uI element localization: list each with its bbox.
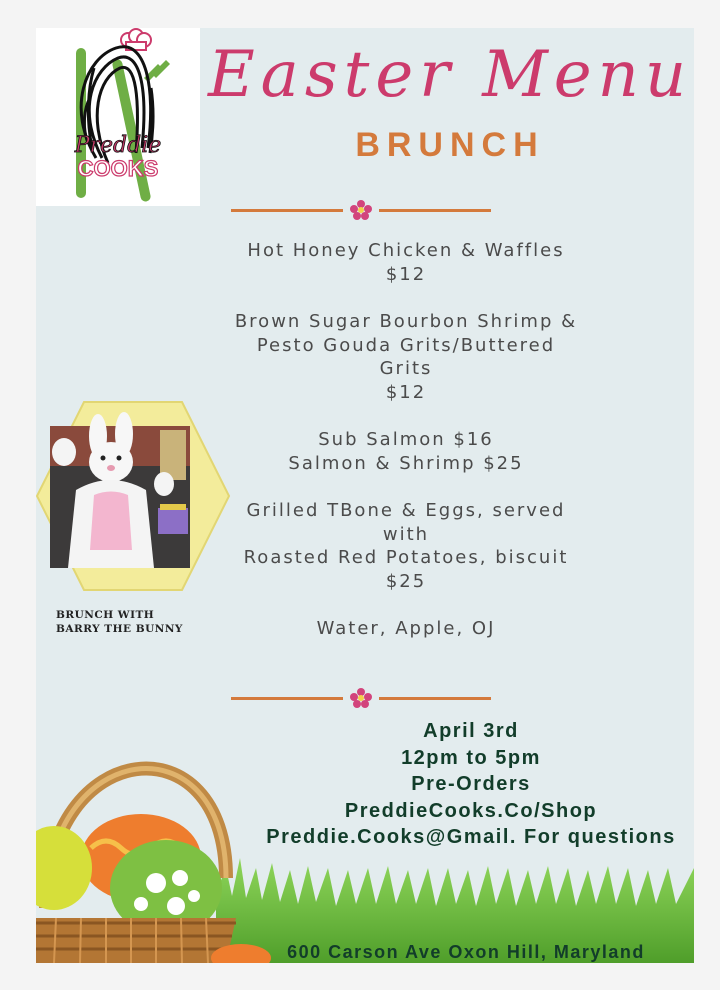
menu-item: [196, 617, 616, 641]
menu-item: [196, 310, 616, 404]
page-subtitle: BRUNCH: [355, 126, 545, 164]
menu-item-name: Water, Apple, OJ: [316, 618, 496, 639]
flyer: [36, 28, 694, 963]
bunny-caption: BRUNCH WITH BARRY THE BUNNY: [56, 609, 183, 635]
menu-item-name: with: [382, 523, 430, 545]
menu-item: [196, 428, 616, 475]
bunny-photo: [36, 400, 231, 592]
menu-item-price: $12: [385, 381, 427, 403]
menu-item-name: Pesto Gouda Grits/Buttered: [256, 334, 556, 356]
menu-item: [196, 499, 616, 593]
shop-link[interactable]: PreddieCooks.Co/Shop: [344, 799, 598, 822]
flower-icon: [350, 200, 372, 220]
svg-text:Preddie: Preddie: [74, 133, 162, 158]
divider-bottom: [231, 688, 491, 708]
menu-item-price: $25: [385, 570, 427, 592]
menu-item-name: Roasted Red Potatoes, biscuit: [243, 547, 569, 568]
menu-item-price: $12: [385, 263, 427, 285]
menu-item-name: Brown Sugar Bourbon Shrimp &: [234, 311, 578, 332]
egg-yellow: [36, 826, 92, 910]
logo: [36, 28, 200, 206]
menu-item-name: Sub Salmon $16: [318, 429, 494, 450]
event-preorders: Pre-Orders: [411, 773, 531, 795]
menu-item: [196, 239, 616, 286]
menu-item-name: Grilled TBone & Eggs, served: [246, 500, 566, 521]
event-date: April 3rd: [423, 720, 519, 742]
contact-email[interactable]: Preddie.Cooks@Gmail. For questions: [266, 826, 676, 848]
menu-item-name: Hot Honey Chicken & Waffles: [247, 240, 565, 261]
event-time: 12pm to 5pm: [401, 746, 541, 769]
event-info: [241, 718, 694, 851]
page-title: Easter Menu: [207, 38, 693, 112]
logo-image: [36, 28, 200, 206]
svg-text:COOKS: COOKS: [77, 156, 159, 181]
divider-top: [231, 200, 491, 220]
flower-icon: [350, 688, 372, 708]
menu-list: [196, 239, 616, 665]
menu-item-name: Salmon & Shrimp $25: [288, 452, 524, 474]
event-address: 600 Carson Ave Oxon Hill, Maryland: [287, 942, 645, 962]
menu-item-name: Grits: [379, 358, 433, 379]
